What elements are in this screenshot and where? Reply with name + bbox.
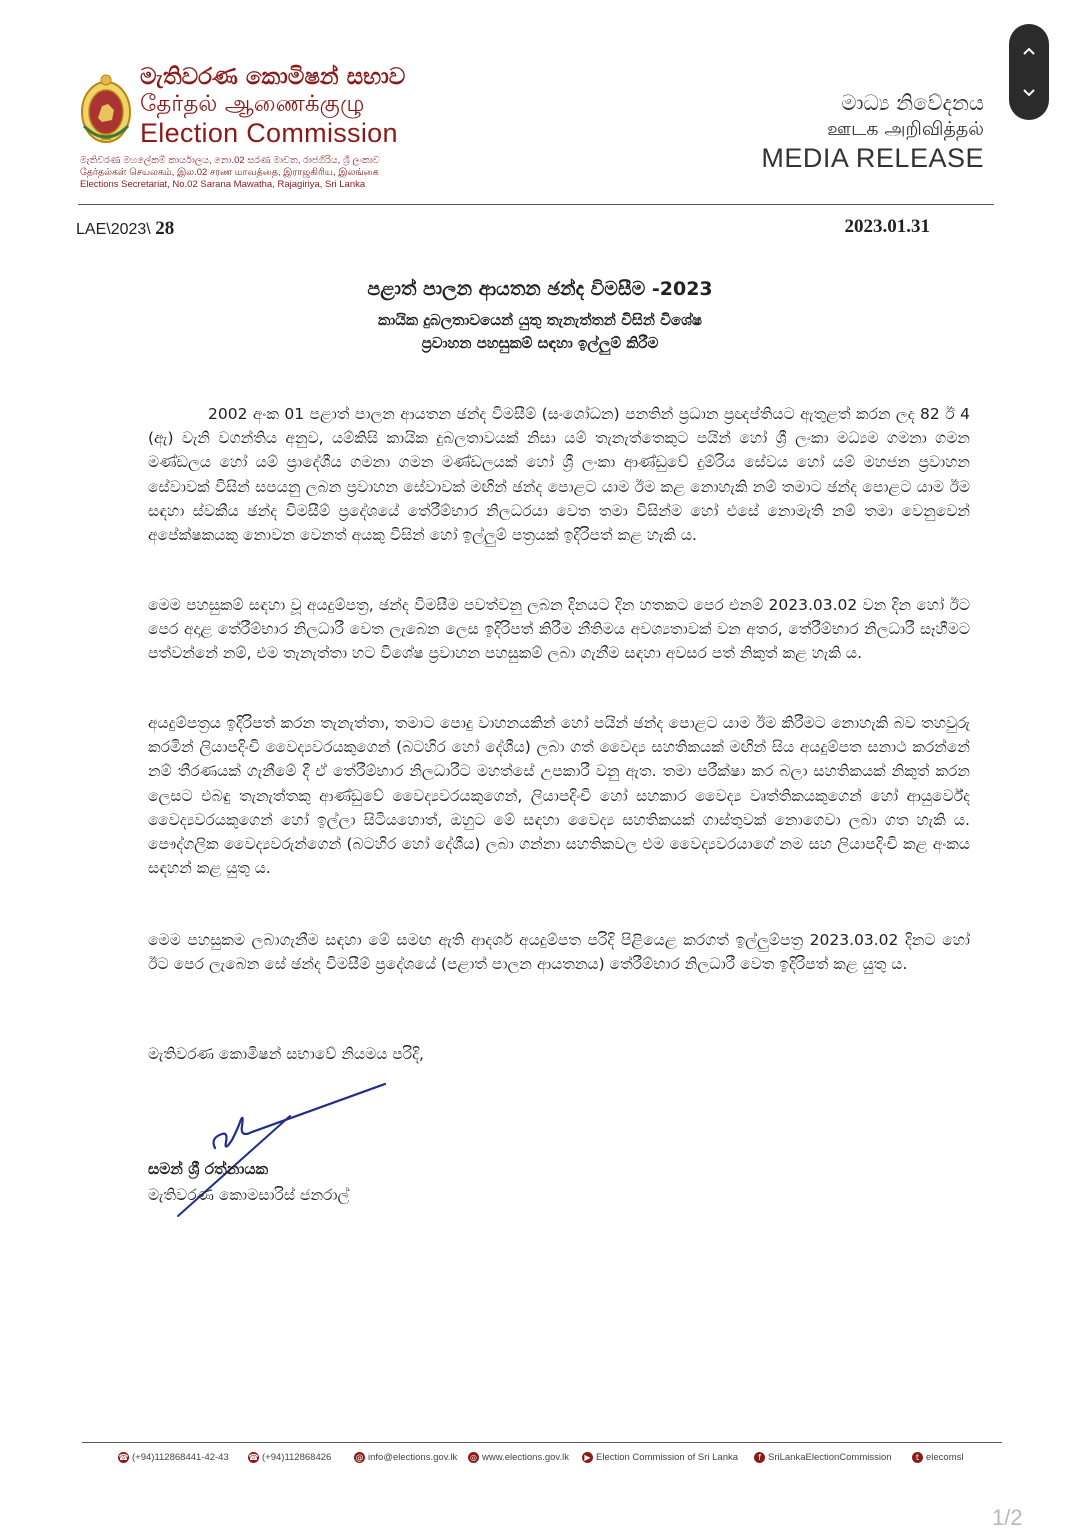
footer-youtube[interactable]: ▶ Election Commission of Sri Lanka: [582, 1452, 738, 1463]
release-date: 2023.01.31: [844, 216, 930, 237]
fax-icon: ☎: [248, 1453, 259, 1462]
contact-footer: [118, 1452, 978, 1470]
document-subtitle-line2: ප්‍රවාහන පහසුකම් සඳහා ඉල්ලුම් කිරීම: [421, 334, 659, 352]
email-icon: @: [355, 1453, 364, 1462]
document-title: පළාත් පාලන ආයතන ඡන්ද විමසීම -2023: [367, 278, 713, 300]
youtube-icon: ▶: [582, 1452, 593, 1463]
release-sinhala: මාධ්‍ය නිවේදනය: [841, 91, 984, 115]
twitter-icon: t: [912, 1452, 923, 1463]
org-name-english: Election Commission: [140, 118, 398, 148]
org-name-sinhala: මැතිවරණ කොමිෂන් සභාව: [140, 64, 406, 90]
address-sinhala: මැතිවරණ මහලේකම් කාර්යාලය, නො.02 සරණ මාවත, රාජගිරිය, ශ්‍රී ලංකාව: [80, 155, 380, 166]
body-paragraph-3: අයදුම්පත්‍රය ඉදිරිපත් කරන තැනැත්තා, තමාට පොදු වාහනයකින් හෝ පයින් ඡන්ද පොළට යාම ඊම කිරීමට නොහැකි බව තහවුරු කරමින් ලියාපදිංචි වෛද්‍යවරයකුගෙන් (බටහිර හෝ දේශීය) ලබා ගත් වෛද්‍ය සහතිකයක් මඟින් සිය අයදුම්පත සනාථ කරන්නේ නම් තීරණයක් ගැනීමේ දී ඒ තේරීම්භාර නිලධාරීට මහත්සේ උපකාරී වනු ඇත. තමා පරීක්ෂා කර බලා සහතිකයක් නිකුත් කරන ලෙසට එබඳු තැනැත්තකු ආණ්ඩුවේ වෛද්‍යවරයකුගෙන්, ලියාපදිංචි හෝ සහකාර වෛද්‍ය වෘත්තිකයකුගෙන් හෝ ආයුර්වේද වෛද්‍යවරයකුගෙන් හෝ ඉල්ලා සිටියහොත්, ඔහුට මේ සඳහා වෛද්‍ය සහතිකයක් ගාස්තුවක් නොගෙවා ලබා ගත හැකි ය. පෞද්ගලික වෛද්‍යවරුන්ගෙන් (බටහිර හෝ දේශීය) ලබා ගන්නා සහතිකවල එම වෛද්‍යවරයාගේ නම සහ ලියාපදිංචි කළ අංකය සඳහන් කළ යුතු ය.: [148, 714, 970, 878]
globe-icon: ◎: [468, 1452, 479, 1463]
footer-phone-1: ☎ (+94)112868441-42-43: [118, 1452, 229, 1463]
phone-icon: ☎: [118, 1453, 129, 1462]
closing-line: මැතිවරණ කොමිෂන් සභාවේ නියමය පරිදි,: [148, 1045, 424, 1063]
page-scroll-control: [1009, 24, 1049, 120]
footer-website[interactable]: ◎ www.elections.gov.lk: [470, 1452, 569, 1463]
reference-prefix: LAE\2023\: [76, 221, 151, 238]
body-paragraph-1: 2002 අංක 01 පළාත් පාලන ආයතන ඡන්ද විමසීම් (සංශෝධන) පනතින් ප්‍රධාන ප්‍රඥප්තියට ඇතුළත් කරන ලද 82 ඊ 4 (ඇ) වැනි වගන්තිය අනුව, යම්කිසි කායික දුබලතාවයක් නිසා යම් තැනැත්තෙකුට පයින් හෝ ශ්‍රී ලංකා මධ්‍යම ගමනා ගමන මණ්ඩලය හෝ යම් ප්‍රාදේශීය ගමනා ගමන මණ්ඩලයක් හෝ ශ්‍රී ලංකා ආණ්ඩුවේ දුම්රිය සේවය හෝ යම් මහජන ප්‍රවාහන සේවාවක් විසින් සපයනු ලබන ප්‍රවාහන සේවාවක් මඟින් ඡන්ද පොළට යාම ඊම කළ නොහැකි නම් තමාට ඡන්ද පොළට යාම ඊම සඳහා ස්වකීය ඡන්ද විමසීම් ප්‍රදේශයේ තේරීම්භාර නිලධරයා වෙත තමා විසින්ම හෝ එසේ නොමැති නම් තමා වෙනුවෙන් අපේක්ෂකයකු නොවන වෙනත් අයකු විසින් හෝ ඉල්ලුම් පත්‍රයක් ඉදිරිපත් කළ හැකි ය.: [148, 405, 970, 545]
sri-lanka-emblem-icon: [78, 70, 134, 150]
body-paragraph-4: මෙම පහසුකම ලබාගැනීම සඳහා මේ සමඟ ඇති ආදර්ශ අයදුම්පත පරිදි පිළියෙළ කරගත් ඉල්ලුම්පත්‍ර 2023.03.02 දිනට හෝ ඊට පෙර ලැබෙන සේ ඡන්ද විමසීම් ප්‍රදේශයේ (පළාත් පාලන ආයතනය) තේරීම්භාර නිලධාරී වෙත ඉදිරිපත් කළ යුතු ය.: [148, 931, 970, 974]
address-tamil: தேர்தல்கள் செயலகம், இல.02 சரண மாவத்தை, இராஜகிரிய, இலங்கை: [80, 167, 379, 178]
footer-email[interactable]: @ info@elections.gov.lk: [355, 1452, 458, 1463]
address-english: Elections Secretariat, No.02 Sarana Mawatha, Rajagiriya, Sri Lanka: [80, 179, 366, 190]
footer-divider: [82, 1442, 1002, 1443]
chevron-down-icon: [1021, 84, 1037, 100]
footer-phone-2: ☎ (+94)112868426: [248, 1452, 332, 1463]
footer-twitter[interactable]: t elecomsl: [912, 1452, 964, 1463]
org-name-tamil: தேர்தல் ஆணைக்குழு: [140, 91, 365, 117]
organization-name: [140, 66, 405, 147]
document-subtitle-line1: කායික දුබලතාවයෙන් යුතු තැනැත්තන් විසින් විශේෂ: [378, 311, 702, 329]
signer-name: සමන් ශ්‍රී රත්නායක: [148, 1160, 269, 1178]
chevron-up-icon: [1021, 44, 1037, 60]
footer-facebook[interactable]: f SriLankaElectionCommission: [754, 1452, 892, 1463]
reference-value: 28: [155, 218, 175, 239]
header-divider: [78, 204, 994, 205]
reference-number: [76, 218, 174, 240]
page-indicator: 1/2: [992, 1505, 1023, 1530]
address-block: [80, 155, 380, 191]
media-release-label: [761, 90, 984, 174]
body-paragraph-2: මෙම පහසුකම් සඳහා වූ අයදුම්පත්‍ර, ඡන්ද විමසීම පවත්වනු ලබන දිනයට දින හතකට පෙර එනම් 2023.03.02 වන දින හෝ ඊට පෙර අදාළ තේරීම්භාර නිලධාරී වෙත ලැබෙන ලෙස ඉදිරිපත් කිරීම නීතිමය අවශ්‍යතාවක් වන අතර, තේරීම්භාර නිලධාරී සෑහීමට පත්වන්නේ නම්, එම තැනැත්තා හට විශේෂ ප්‍රවාහන පහසුකම් ලබා ගැනීම සඳහා අවසර පත් නිකුත් කළ හැකි ය.: [148, 596, 970, 663]
facebook-icon: f: [754, 1452, 765, 1463]
signer-title: මැතිවරණ කොමසාරිස් ජනරාල්: [148, 1186, 350, 1204]
scroll-up-button[interactable]: [1009, 32, 1049, 72]
scroll-down-button[interactable]: [1009, 72, 1049, 112]
release-tamil: ஊடக அறிவித்தல்: [827, 118, 984, 140]
release-english: MEDIA RELEASE: [761, 143, 984, 173]
